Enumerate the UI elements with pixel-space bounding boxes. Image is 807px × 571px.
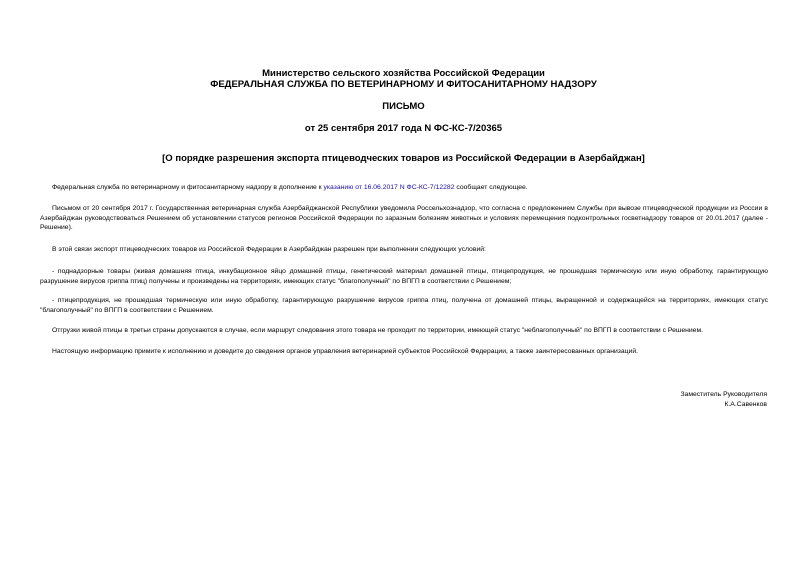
paragraph-4-text: - поднадзорные товары (живая домашняя птица, инкубационное яйцо домашней птицы, генетический материал домашней птицы, птицепродукция, не прошедшая термическую или иную обработку, гарантирующую разрушение вирусов гриппа птиц) получены и произведены на территориях, имеющих статус "благополучный" по ВПГП в соответствии с Решением; <box>40 268 768 285</box>
ministry-title: Министерство сельского хозяйства Российской Федерации <box>262 68 545 79</box>
paragraph-2-text: Письмом от 20 сентября 2017 г. Государственная ветеринарная служба Азербайджанской Республики уведомила Россельхознадзор, что согласна с предложением Службы при вывозе птицеводческой продукции из России в Азербайджан руководствоваться Решением об установлении статусов регионов Российской Федерации по заразным болезням животных и условиях перемещения подконтрольных госветнадзору товаров от 20.01.2017 (далее - Решение). <box>40 205 768 231</box>
paragraph-7 <box>40 347 768 357</box>
paragraph-4 <box>40 267 768 286</box>
paragraph-6-text: Отгрузки живой птицы в третьи страны допускаются в случае, если маршрут следования этого товара не проходит по территории, имеющей статус "неблагополучный" по ВПГП в соответствии с Решением. <box>52 327 704 334</box>
paragraph-5-text: - птицепродукция, не прошедшая термическую или иную обработку, гарантирующую разрушение вирусов гриппа птиц, получена от домашней птицы, выращенной и содержащейся на территориях, имеющих статус "благополучный" по ВПГП в соответствии с Решением. <box>40 297 768 314</box>
reference-link[interactable]: указанию от 16.06.2017 N ФС-КС-7/12282 <box>323 184 455 191</box>
paragraph-1 <box>40 183 768 193</box>
paragraph-5 <box>40 296 768 315</box>
signatory-name: К.А.Савенков <box>724 401 767 408</box>
paragraph-1-tail: сообщает следующее. <box>454 184 528 191</box>
document-date-number: от 25 сентября 2017 года N ФС-КС-7/20365 <box>304 123 503 134</box>
paragraph-3-text: В этой связи экспорт птицеводческих товаров из Российской Федерации в Азербайджан разрешен при выполнении следующих условий: <box>52 246 486 253</box>
document-subject: [О порядке разрешения экспорта птицеводческих товаров из Российской Федерации в Азербайджан] <box>162 153 645 164</box>
document-type: ПИСЬМО <box>382 101 425 112</box>
paragraph-6 <box>40 326 768 336</box>
paragraph-1-lead: Федеральная служба по ветеринарному и фитосанитарному надзору в дополнение к <box>52 184 324 191</box>
paragraph-3 <box>40 245 768 255</box>
paragraph-2 <box>40 204 768 233</box>
paragraph-7-text: Настоящую информацию примите к исполнению и доведите до сведения органов управления ветеринарией субъектов Российской Федерации, а также заинтересованных организаций. <box>52 348 639 355</box>
service-title: ФЕДЕРАЛЬНАЯ СЛУЖБА ПО ВЕТЕРИНАРНОМУ И ФИТОСАНИТАРНОМУ НАДЗОРУ <box>210 79 597 90</box>
signatory-title: Заместитель Руководителя <box>680 391 767 398</box>
